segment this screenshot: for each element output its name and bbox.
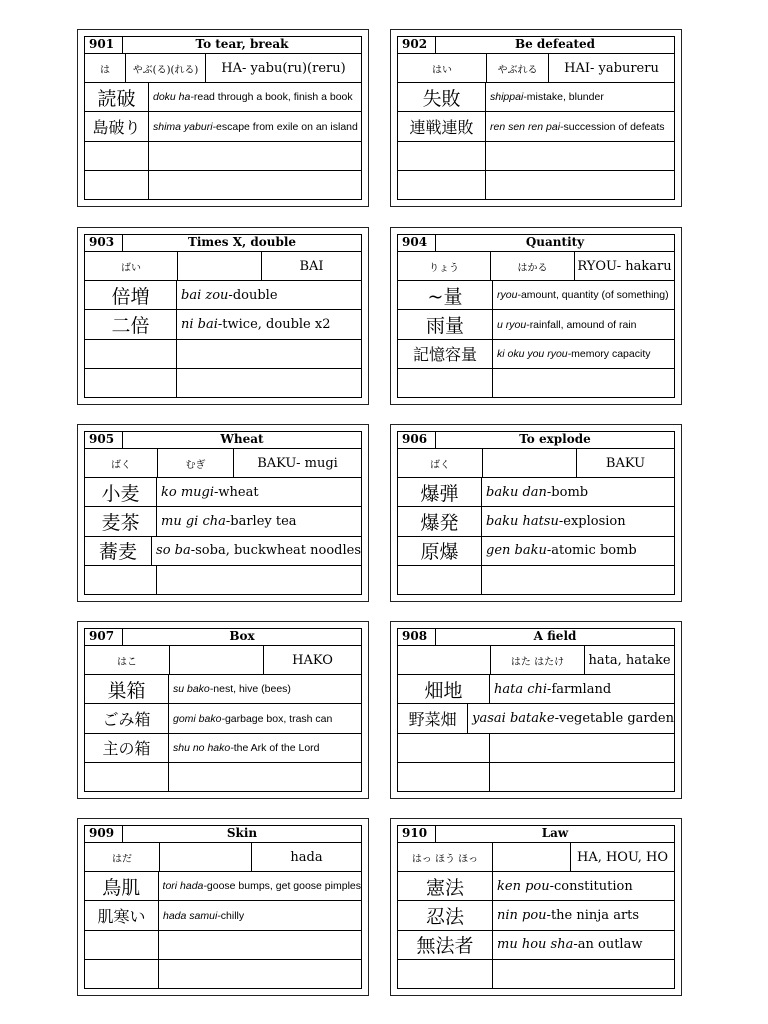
vocab-romaji: so ba- <box>156 543 196 559</box>
card-table <box>397 431 675 595</box>
card-number: 904 <box>398 235 436 251</box>
vocab-kanji: 記憶容量 <box>398 340 493 368</box>
vocab-definition <box>149 83 361 111</box>
card-number: 906 <box>398 432 436 448</box>
vocab-romaji: bai zou- <box>181 287 233 303</box>
vocab-row <box>85 112 361 141</box>
kun-reading <box>177 252 261 280</box>
vocab-definition <box>159 872 361 900</box>
card-number: 910 <box>398 826 436 842</box>
vocab-row <box>398 171 674 199</box>
card-number: 905 <box>85 432 123 448</box>
vocab-row <box>398 142 674 171</box>
vocab-kanji: 野菜畑 <box>398 704 468 732</box>
vocab-romaji: yasai batake- <box>472 711 559 726</box>
vocab-kanji: 無法者 <box>398 931 493 959</box>
vocab-meaning: double <box>232 287 278 303</box>
vocab-definition <box>169 763 361 791</box>
vocab-definition <box>177 340 361 368</box>
card-title: Quantity <box>525 235 585 249</box>
kun-reading: やぶれる <box>486 54 548 82</box>
readings-row <box>398 252 674 281</box>
romaji-reading: hada <box>251 843 361 871</box>
vocab-row <box>398 960 674 988</box>
vocab-kanji: 畑地 <box>398 675 490 703</box>
vocab-definition <box>157 507 361 535</box>
card-header <box>398 235 674 252</box>
vocab-row <box>85 734 361 763</box>
kun-reading: むぎ <box>157 449 233 477</box>
vocab-row <box>398 931 674 960</box>
kanji-card <box>77 29 369 207</box>
vocab-meaning: bomb <box>551 484 589 500</box>
card-number: 903 <box>85 235 123 251</box>
romaji-reading: HAI- yabureru <box>548 54 674 82</box>
vocab-romaji: tori hada- <box>162 880 207 893</box>
vocab-kanji: 爆弾 <box>398 478 482 506</box>
vocab-kanji: 連戦連敗 <box>398 112 486 140</box>
vocab-row <box>85 931 361 960</box>
card-title: Wheat <box>220 432 264 446</box>
card-number: 902 <box>398 37 436 53</box>
vocab-definition <box>177 310 361 338</box>
kanji-card <box>390 424 682 602</box>
vocab-kanji <box>398 369 493 397</box>
vocab-kanji <box>85 960 159 988</box>
on-reading: は <box>100 64 110 76</box>
card-table <box>397 36 675 200</box>
vocab-kanji: 倍増 <box>85 281 177 309</box>
vocab-row <box>398 872 674 901</box>
vocab-row <box>85 340 361 369</box>
vocab-romaji: hada samui- <box>163 909 221 922</box>
vocab-definition <box>159 901 361 929</box>
card-number: 901 <box>85 37 123 53</box>
vocab-romaji: nin pou- <box>497 908 551 923</box>
vocab-kanji <box>398 566 482 594</box>
on-reading: ばく <box>430 459 450 471</box>
vocab-meaning: twice, double x2 <box>222 317 331 332</box>
card-header <box>85 826 361 843</box>
romaji-reading: RYOU- hakaru <box>574 252 674 280</box>
readings-row <box>398 449 674 478</box>
vocab-definition <box>177 369 361 397</box>
romaji-reading: BAKU <box>576 449 674 477</box>
vocab-romaji: u ryou- <box>497 318 530 331</box>
card-title: A field <box>533 629 577 643</box>
vocab-romaji: shu no hako- <box>173 741 234 754</box>
on-reading: ばい <box>121 262 141 274</box>
vocab-definition <box>490 734 674 762</box>
vocab-kanji <box>398 171 486 199</box>
card-number: 908 <box>398 629 436 645</box>
vocab-row <box>398 112 674 141</box>
readings-row <box>398 54 674 83</box>
vocab-definition <box>169 704 361 732</box>
on-reading <box>398 646 490 674</box>
vocab-romaji: shippai- <box>490 91 527 104</box>
vocab-row <box>85 507 361 536</box>
vocab-romaji: ken pou- <box>497 878 554 894</box>
vocab-kanji <box>398 142 486 170</box>
vocab-definition <box>493 960 674 988</box>
vocab-kanji <box>398 763 490 791</box>
readings-row <box>85 54 361 83</box>
romaji-reading: HA, HOU, HO <box>570 843 674 871</box>
vocab-romaji: ni bai- <box>181 317 223 332</box>
vocab-row <box>398 566 674 594</box>
vocab-row <box>398 281 674 310</box>
vocab-kanji: ごみ箱 <box>85 704 169 732</box>
vocab-definition <box>149 142 361 170</box>
vocab-definition <box>490 763 674 791</box>
kanji-card <box>77 227 369 405</box>
vocab-meaning: rainfall, amound of rain <box>529 318 637 331</box>
vocab-definition <box>149 171 361 199</box>
card-table <box>84 234 362 398</box>
vocab-romaji: su bako- <box>173 683 214 696</box>
readings-row <box>398 646 674 675</box>
vocab-row <box>398 310 674 339</box>
kun-reading: はた はたけ <box>490 646 584 674</box>
card-header <box>398 629 674 646</box>
vocab-row <box>398 734 674 763</box>
vocab-row <box>398 507 674 536</box>
vocab-romaji: mu hou sha- <box>497 937 578 953</box>
vocab-definition <box>482 537 674 565</box>
vocab-kanji: 原爆 <box>398 537 482 565</box>
vocab-romaji: gen baku- <box>486 543 552 559</box>
vocab-definition <box>493 281 674 309</box>
romaji-reading: HAKO <box>263 646 361 674</box>
vocab-definition <box>159 960 361 988</box>
card-table <box>397 628 675 792</box>
card-table <box>397 234 675 398</box>
romaji-reading: BAKU- mugi <box>233 449 361 477</box>
vocab-definition <box>486 83 674 111</box>
vocab-romaji: ko mugi- <box>161 484 219 500</box>
vocab-meaning: wheat <box>218 484 259 500</box>
vocab-kanji: 肌寒い <box>85 901 159 929</box>
card-title: To tear, break <box>195 37 289 51</box>
vocab-kanji <box>85 369 177 397</box>
card-table <box>84 628 362 792</box>
vocab-meaning: amount, quantity (of something) <box>520 289 669 302</box>
kanji-card <box>390 818 682 996</box>
vocab-row <box>398 704 674 733</box>
readings-row <box>85 449 361 478</box>
vocab-row <box>398 675 674 704</box>
vocab-kanji <box>85 171 149 199</box>
vocab-row <box>85 369 361 397</box>
kun-reading: はかる <box>490 252 574 280</box>
vocab-definition <box>149 112 361 140</box>
vocab-kanji <box>85 763 169 791</box>
vocab-romaji: baku hatsu- <box>486 514 564 529</box>
readings-row <box>85 252 361 281</box>
kanji-card <box>77 818 369 996</box>
vocab-romaji: hata chi- <box>494 681 552 697</box>
vocab-kanji: 蕎麦 <box>85 537 152 565</box>
on-reading: ばく <box>111 459 131 471</box>
vocab-romaji: doku ha- <box>153 91 194 104</box>
kun-reading: やぶ(る)(れる) <box>125 54 205 82</box>
kanji-card <box>390 29 682 207</box>
card-title: To explode <box>519 432 591 446</box>
romaji-reading: HA- yabu(ru)(reru) <box>205 54 361 82</box>
vocab-definition <box>482 566 674 594</box>
vocab-kanji: 鳥肌 <box>85 872 159 900</box>
card-header <box>398 826 674 843</box>
vocab-kanji: 麦茶 <box>85 507 157 535</box>
vocab-kanji: 読破 <box>85 83 149 111</box>
vocab-meaning: an outlaw <box>577 937 643 953</box>
vocab-romaji: shima yaburi- <box>153 120 217 133</box>
kanji-card <box>77 424 369 602</box>
vocab-definition <box>169 734 361 762</box>
vocab-row <box>398 763 674 791</box>
romaji-reading: BAI <box>261 252 361 280</box>
card-header <box>398 37 674 54</box>
vocab-kanji <box>398 960 493 988</box>
vocab-row <box>398 901 674 930</box>
vocab-meaning: explosion <box>563 514 626 529</box>
vocab-kanji <box>85 566 157 594</box>
vocab-meaning: soba, buckwheat noodles <box>195 543 361 559</box>
vocab-row <box>85 537 361 566</box>
on-reading: はだ <box>112 853 132 865</box>
vocab-definition <box>493 369 674 397</box>
on-reading: はい <box>432 64 452 76</box>
card-header <box>398 432 674 449</box>
card-title: Be defeated <box>514 37 596 51</box>
vocab-meaning: constitution <box>554 878 633 894</box>
vocab-romaji: mu gi cha- <box>161 514 231 529</box>
kun-reading <box>159 843 251 871</box>
card-table <box>397 825 675 989</box>
vocab-meaning: farmland <box>551 681 612 697</box>
vocab-row <box>85 675 361 704</box>
vocab-romaji: ren sen ren pai- <box>490 120 564 133</box>
vocab-meaning: read through a book, finish a book <box>193 91 353 104</box>
vocab-definition <box>157 478 361 506</box>
vocab-meaning: the Ark of the Lord <box>233 741 320 754</box>
vocab-row <box>85 478 361 507</box>
card-title: Box <box>229 629 255 643</box>
kun-reading <box>492 843 570 871</box>
readings-row <box>398 843 674 872</box>
vocab-row <box>398 340 674 369</box>
vocab-definition <box>468 704 674 732</box>
vocab-definition <box>493 901 674 929</box>
kanji-card <box>390 621 682 799</box>
card-title: Skin <box>226 826 258 840</box>
vocab-kanji: 忍法 <box>398 901 493 929</box>
vocab-romaji: ryou- <box>497 289 521 302</box>
kun-reading <box>482 449 576 477</box>
on-reading: はこ <box>117 656 137 668</box>
vocab-meaning: the ninja arts <box>550 908 640 923</box>
readings-row <box>85 646 361 675</box>
card-header <box>85 37 361 54</box>
vocab-kanji <box>85 142 149 170</box>
card-number: 907 <box>85 629 123 645</box>
vocab-definition <box>482 507 674 535</box>
on-reading: はっ ほう ほっ <box>411 853 479 865</box>
vocab-meaning: garbage box, trash can <box>224 712 333 725</box>
on-reading: りょう <box>429 262 459 274</box>
vocab-row <box>85 142 361 171</box>
kun-reading <box>169 646 263 674</box>
vocab-definition <box>493 340 674 368</box>
kanji-card <box>390 227 682 405</box>
vocab-row <box>85 704 361 733</box>
vocab-definition <box>486 112 674 140</box>
vocab-meaning: barley tea <box>230 514 297 529</box>
vocab-meaning: atomic bomb <box>551 543 637 559</box>
vocab-row <box>85 872 361 901</box>
vocab-kanji: 爆発 <box>398 507 482 535</box>
card-header <box>85 235 361 252</box>
romaji-reading: hata, hatake <box>584 646 674 674</box>
card-header <box>85 629 361 646</box>
vocab-definition <box>152 537 361 565</box>
vocab-row <box>85 281 361 310</box>
vocab-definition <box>157 566 361 594</box>
vocab-meaning: nest, hive (bees) <box>213 683 291 696</box>
vocab-kanji: 小麦 <box>85 478 157 506</box>
vocab-kanji: 巣箱 <box>85 675 169 703</box>
vocab-romaji: baku dan- <box>486 484 552 500</box>
vocab-kanji <box>398 734 490 762</box>
vocab-meaning: goose bumps, get goose pimples <box>206 880 361 893</box>
vocab-kanji: 主の箱 <box>85 734 169 762</box>
vocab-kanji: 憲法 <box>398 872 493 900</box>
vocab-meaning: succession of defeats <box>563 120 665 133</box>
vocab-row <box>85 83 361 112</box>
card-table <box>84 36 362 200</box>
vocab-kanji <box>85 931 159 959</box>
vocab-meaning: mistake, blunder <box>526 91 604 104</box>
vocab-definition <box>493 931 674 959</box>
kanji-card <box>77 621 369 799</box>
vocab-definition <box>482 478 674 506</box>
vocab-definition <box>169 675 361 703</box>
card-title: Times X, double <box>187 235 297 249</box>
vocab-meaning: memory capacity <box>571 347 651 360</box>
vocab-row <box>398 369 674 397</box>
vocab-row <box>85 960 361 988</box>
vocab-row <box>398 537 674 566</box>
vocab-kanji <box>85 340 177 368</box>
card-title: Law <box>541 826 569 840</box>
card-header <box>85 432 361 449</box>
vocab-definition <box>486 171 674 199</box>
vocab-definition <box>177 281 361 309</box>
card-table <box>84 431 362 595</box>
vocab-row <box>398 478 674 507</box>
vocab-kanji: 島破り <box>85 112 149 140</box>
vocab-meaning: vegetable garden <box>558 711 674 726</box>
vocab-row <box>398 83 674 112</box>
vocab-definition <box>490 675 674 703</box>
vocab-meaning: escape from exile on an island <box>216 120 358 133</box>
vocab-definition <box>159 931 361 959</box>
vocab-kanji: 失敗 <box>398 83 486 111</box>
vocab-definition <box>493 310 674 338</box>
vocab-row <box>85 310 361 339</box>
vocab-row <box>85 901 361 930</box>
vocab-definition <box>493 872 674 900</box>
vocab-row <box>85 763 361 791</box>
card-number: 909 <box>85 826 123 842</box>
vocab-row <box>85 566 361 594</box>
vocab-definition <box>486 142 674 170</box>
vocab-kanji: ~量 <box>398 281 493 309</box>
vocab-meaning: chilly <box>220 909 245 922</box>
vocab-kanji: 二倍 <box>85 310 177 338</box>
readings-row <box>85 843 361 872</box>
vocab-romaji: gomi bako- <box>173 712 225 725</box>
vocab-romaji: ki oku you ryou- <box>497 347 572 360</box>
card-table <box>84 825 362 989</box>
vocab-kanji: 雨量 <box>398 310 493 338</box>
vocab-row <box>85 171 361 199</box>
